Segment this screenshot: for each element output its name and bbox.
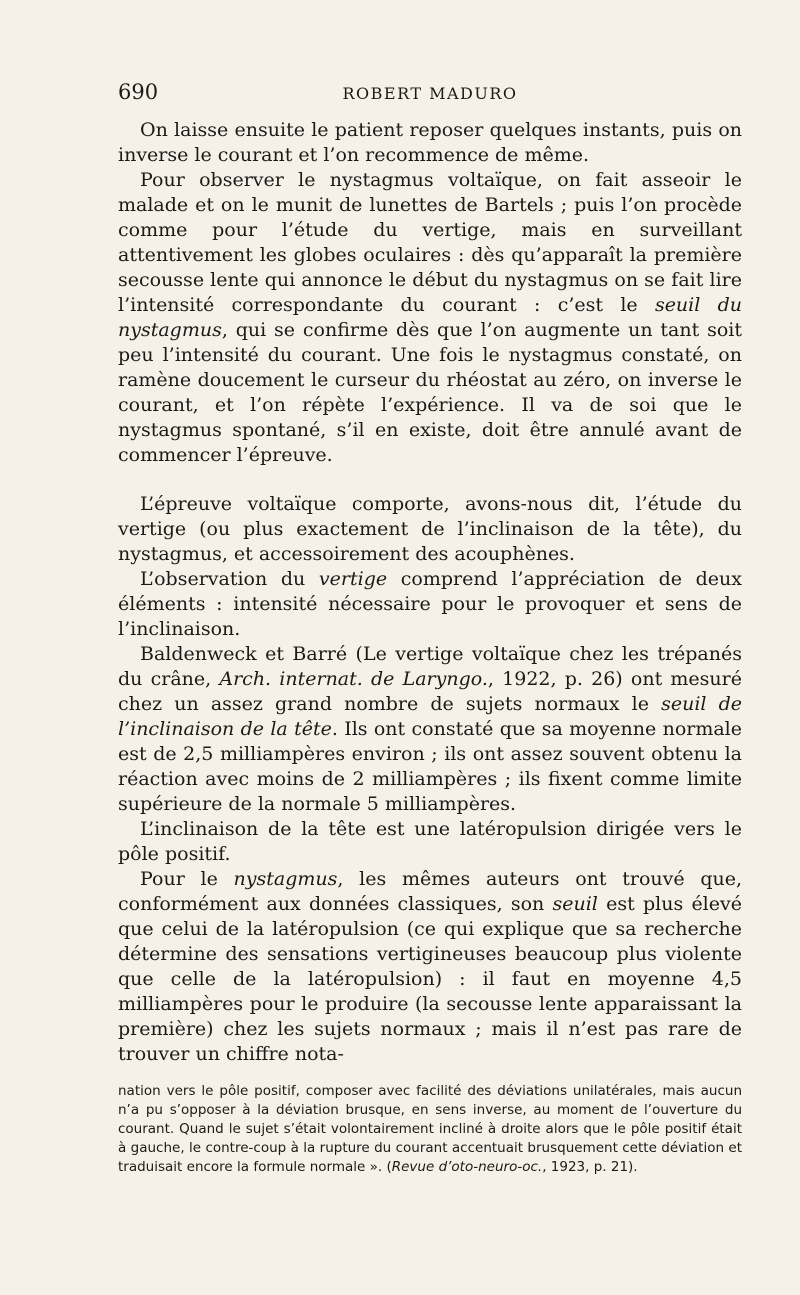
italic-text: nystagmus	[233, 868, 338, 890]
paragraph	[118, 492, 742, 567]
italic-text: seuil du nystagmus	[118, 294, 743, 341]
paragraph	[118, 567, 742, 642]
italic-text: Arch. internat. de Laryngo.	[219, 668, 488, 690]
footnote	[118, 1082, 742, 1177]
text-run: Pour le	[140, 868, 234, 890]
text-run: . Ils ont constaté que sa moyenne normale est de 2,5 milliampères environ ; ils ont assez souvent obtenu la réaction avec moins de 2 milliampères ; ils fixent comme limite supérieure de la normale 5 milliampères.	[118, 718, 743, 815]
paragraph	[118, 118, 742, 168]
footnote-text	[118, 1082, 742, 1177]
section-gap	[118, 468, 742, 492]
text-run: On laisse ensuite le patient reposer quelques instants, puis on inverse le courant et l’on recommence de même.	[118, 119, 742, 166]
text-run: Baldenweck et Barré (Le vertige voltaïque chez les trépanés du crâne,	[118, 643, 742, 690]
page-number: 690	[118, 80, 159, 104]
text-run: , 1923, p. 21).	[542, 1159, 638, 1175]
italic-text: Revue d’oto-neuro-oc.	[391, 1159, 543, 1175]
text-run: L’inclinaison de la tête est une latéropulsion dirigée vers le pôle positif.	[118, 818, 742, 865]
text-run: , 1922, p. 26) ont mesuré chez un assez grand nombre de sujets normaux le	[118, 668, 742, 715]
text-run: est plus élevé que celui de la latéropulsion (ce qui explique que sa recherche détermine des sensations vertigineuses beaucoup plus violente que celle de la latéropulsion) : il faut en moyenne 4,5 milliampères pour le produire (la secousse lente apparaissant la première) chez les sujets normaux ; mais il n’est pas rare de trouver un chiffre nota-	[118, 893, 742, 1065]
running-head: ROBERT MADURO	[342, 84, 518, 103]
body-text	[118, 118, 742, 1067]
italic-text: seuil de l’inclinaison de la tête	[118, 693, 742, 740]
text-run: comprend l’appréciation de deux éléments : intensité nécessaire pour le provoquer et sens de l’inclinaison.	[118, 568, 742, 640]
text-run: , les mêmes auteurs ont trouvé que, conformément aux données classiques, son	[118, 868, 742, 915]
text-run: Pour observer le nystagmus voltaïque, on fait asseoir le malade et on le munit de lunettes de Bartels ; puis l’on procède comme pour l’étude du vertige, mais en surveillant attentivement les globes oculaires : dès qu’apparaît la première secousse lente qui annonce le début du nystagmus on se fait lire l’intensité correspondante du courant : c’est le	[118, 169, 742, 316]
text-run: L’observation du	[140, 568, 319, 590]
paragraph	[118, 642, 742, 817]
italic-text: seuil	[552, 893, 598, 915]
text-run: nation vers le pôle positif, composer avec facilité des déviations unilatérales, mais aucun n’a pu s’opposer à la déviation brusque, en sens inverse, au moment de l’ouverture du courant. Quand le sujet s’était volontairement incliné à droite alors que le pôle positif était à gauche, le contre-coup à la rupture du courant accentuait brusquement cette déviation et traduisait encore la formule normale ». (	[118, 1083, 742, 1175]
paragraph	[118, 168, 742, 468]
italic-text: vertige	[318, 568, 388, 590]
text-run: , qui se confirme dès que l’on augmente un tant soit peu l’intensité du courant. Une fois le nystagmus constaté, on ramène doucement le curseur du rhéostat au zéro, on inverse le courant, et l’on répète l’expérience. Il va de soi que le nystagmus spontané, s’il en existe, doit être annulé avant de commencer l’épreuve.	[118, 319, 742, 466]
page-header	[118, 80, 742, 110]
text-run: L’épreuve voltaïque comporte, avons-nous dit, l’étude du vertige (ou plus exactement de l’inclinaison de la tête), du nystagmus, et accessoirement des acouphènes.	[118, 493, 742, 565]
paragraph	[118, 867, 742, 1067]
paragraph	[118, 817, 742, 867]
